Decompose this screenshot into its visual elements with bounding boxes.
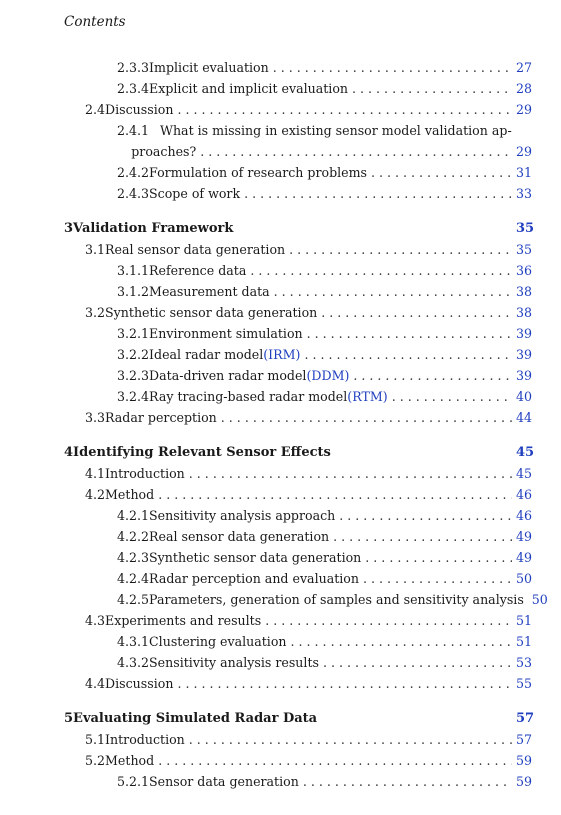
toc-entry-number: 4.1 xyxy=(85,466,106,481)
toc-entry-title: Data-driven radar model xyxy=(149,368,307,383)
toc-entry-abbreviation-link[interactable]: (RTM) xyxy=(347,389,388,404)
toc-entry[interactable] xyxy=(85,731,533,749)
toc-page-number-link[interactable]: 36 xyxy=(516,263,533,278)
toc-page-number-link[interactable]: 46 xyxy=(516,508,533,523)
toc-entry-title: Method xyxy=(105,753,155,768)
toc-entry-number: 2.4 xyxy=(85,102,106,117)
toc-entry-number: 3.2.1 xyxy=(117,326,150,341)
toc-entry[interactable] xyxy=(117,591,548,609)
toc-entry[interactable] xyxy=(117,367,533,385)
toc-entry-title: Sensitivity analysis results xyxy=(149,655,319,670)
toc-entry[interactable] xyxy=(85,675,533,693)
toc-entry-number: 5.2.1 xyxy=(117,774,150,789)
toc-page-number-link[interactable]: 59 xyxy=(516,753,533,768)
toc-page-number-link[interactable]: 38 xyxy=(516,305,533,320)
toc-page-number-link[interactable]: 55 xyxy=(516,676,533,691)
toc-entry[interactable] xyxy=(117,773,533,791)
toc-entry-number: 4 xyxy=(64,445,74,460)
toc-page-number-link[interactable]: 35 xyxy=(516,242,533,257)
dot-leader xyxy=(307,325,512,343)
toc-page-number-link[interactable]: 31 xyxy=(516,165,533,180)
toc-entry-title: Parameters, generation of samples and sensitivity analysis xyxy=(149,592,524,607)
dot-leader xyxy=(303,773,512,791)
toc-entry[interactable] xyxy=(117,325,533,343)
toc-entry[interactable] xyxy=(117,164,533,182)
toc-page-number-link[interactable]: 50 xyxy=(531,592,548,607)
toc-entry-title: Radar perception xyxy=(105,410,217,425)
dot-leader xyxy=(353,367,512,385)
toc-entry[interactable] xyxy=(117,262,533,280)
toc-page-number-link[interactable]: 40 xyxy=(516,389,533,404)
toc-page-number-link[interactable]: 53 xyxy=(516,655,533,670)
toc-entry[interactable] xyxy=(85,612,533,630)
dot-leader xyxy=(250,262,512,280)
toc-chapter-entry[interactable] xyxy=(64,710,535,728)
toc-entry-abbreviation-link[interactable]: (DDM) xyxy=(306,368,350,383)
toc-entry-number: 4.2.2 xyxy=(117,529,150,544)
toc-page-number-link[interactable]: 29 xyxy=(516,144,533,159)
dot-leader xyxy=(363,570,512,588)
toc-entry-title: proaches? xyxy=(131,144,197,159)
dot-leader xyxy=(304,346,512,364)
toc-entry-title: Sensor data generation xyxy=(149,774,299,789)
dot-leader xyxy=(371,164,512,182)
toc-entry-number: 3.1 xyxy=(85,242,106,257)
toc-entry-number: 2.4.3 xyxy=(117,186,150,201)
toc-entry-title: Introduction xyxy=(105,732,185,747)
toc-entry[interactable] xyxy=(117,346,533,364)
toc-page-number-link[interactable]: 44 xyxy=(516,410,533,425)
toc-entry-number: 5 xyxy=(64,711,74,726)
dot-leader xyxy=(221,409,512,427)
toc-page-number-link[interactable]: 35 xyxy=(516,221,535,236)
toc-entry[interactable] xyxy=(117,633,533,651)
toc-entry-title: Discussion xyxy=(105,102,174,117)
toc-entry-number: 3.1.1 xyxy=(117,263,150,278)
toc-entry[interactable] xyxy=(117,549,533,567)
toc-entry-number: 4.2.3 xyxy=(117,550,150,565)
toc-entry-number: 5.2 xyxy=(85,753,106,768)
dot-leader xyxy=(177,675,512,693)
toc-entry-number: 2.3.3 xyxy=(117,60,150,75)
toc-entry-title: Validation Framework xyxy=(73,221,234,236)
toc-entry-number: 5.1 xyxy=(85,732,106,747)
toc-entry[interactable] xyxy=(117,570,533,588)
toc-page-number-link[interactable]: 29 xyxy=(516,102,533,117)
dot-leader xyxy=(265,612,512,630)
toc-page-number-link[interactable]: 57 xyxy=(516,732,533,747)
toc-entry-number: 4.3 xyxy=(85,613,106,628)
toc-page-number-link[interactable]: 28 xyxy=(516,81,533,96)
toc-page-number-link[interactable]: 39 xyxy=(516,368,533,383)
toc-entry-title: Synthetic sensor data generation xyxy=(105,305,318,320)
toc-entry[interactable] xyxy=(117,59,533,77)
toc-page-number-link[interactable]: 50 xyxy=(516,571,533,586)
toc-entry-number: 3.2.3 xyxy=(117,368,150,383)
dot-leader xyxy=(365,549,512,567)
toc-page-number-link[interactable]: 33 xyxy=(516,186,533,201)
toc-entry-title: Measurement data xyxy=(149,284,270,299)
toc-page-number-link[interactable]: 51 xyxy=(516,634,533,649)
toc-entry-title: Environment simulation xyxy=(149,326,303,341)
dot-leader xyxy=(333,528,512,546)
dot-leader xyxy=(273,59,512,77)
toc-entry-title: Clustering evaluation xyxy=(149,634,287,649)
toc-page-number-link[interactable]: 39 xyxy=(516,347,533,362)
toc-entry[interactable] xyxy=(85,409,533,427)
toc-entry-title: Sensitivity analysis approach xyxy=(149,508,336,523)
toc-page-number-link[interactable]: 57 xyxy=(516,711,535,726)
toc-entry-number: 3 xyxy=(64,221,74,236)
dot-leader xyxy=(291,633,512,651)
dot-leader xyxy=(339,507,512,525)
toc-page-number-link[interactable]: 45 xyxy=(516,466,533,481)
toc-entry-title: Radar perception and evaluation xyxy=(149,571,359,586)
toc-page-number-link[interactable]: 49 xyxy=(516,550,533,565)
dot-leader xyxy=(321,304,512,322)
toc-entry-number: 4.3.2 xyxy=(117,655,150,670)
toc-entry[interactable] xyxy=(117,185,533,203)
toc-entry-number: 2.4.1 xyxy=(117,123,150,138)
dot-leader xyxy=(244,185,512,203)
dot-leader xyxy=(189,465,512,483)
toc-entry-number: 4.2.5 xyxy=(117,592,150,607)
toc-entry-number: 4.2 xyxy=(85,487,106,502)
toc-entry-title: Experiments and results xyxy=(105,613,262,628)
toc-entry[interactable] xyxy=(117,80,533,98)
toc-entry[interactable] xyxy=(85,486,533,504)
toc-entry[interactable] xyxy=(85,752,533,770)
toc-entry[interactable] xyxy=(117,528,533,546)
dot-leader xyxy=(289,241,512,259)
toc-entry-title: Implicit evaluation xyxy=(149,60,269,75)
dot-leader xyxy=(352,80,512,98)
toc-entry-number: 2.3.4 xyxy=(117,81,150,96)
toc-entry-number: 4.4 xyxy=(85,676,106,691)
toc-entry-title: Identifying Relevant Sensor Effects xyxy=(73,445,331,460)
toc-entry-title: Evaluating Simulated Radar Data xyxy=(73,711,318,726)
toc-entry[interactable] xyxy=(117,388,533,406)
dot-leader xyxy=(189,731,512,749)
toc-entry-number: 4.2.4 xyxy=(117,571,150,586)
dot-leader xyxy=(392,388,512,406)
toc-entry-number: 3.2.4 xyxy=(117,389,150,404)
toc-entry-number: 2.4.2 xyxy=(117,165,150,180)
toc-entry-number: 3.2.2 xyxy=(117,347,150,362)
toc-entry-title: Explicit and implicit evaluation xyxy=(149,81,349,96)
dot-leader xyxy=(158,752,512,770)
toc-entry[interactable] xyxy=(117,283,533,301)
toc-entry-title: Formulation of research problems xyxy=(149,165,368,180)
toc-page-number-link[interactable]: 27 xyxy=(516,60,533,75)
toc-chapter-entry[interactable] xyxy=(64,444,535,462)
toc-entry[interactable] xyxy=(85,465,533,483)
toc-entry[interactable] xyxy=(117,143,533,161)
toc-page-number-link[interactable]: 49 xyxy=(516,529,533,544)
toc-entry[interactable] xyxy=(117,122,530,140)
dot-leader xyxy=(274,283,512,301)
toc-entry-abbreviation-link[interactable]: (IRM) xyxy=(263,347,301,362)
toc-entry-title: Introduction xyxy=(105,466,185,481)
toc-page-number-link[interactable]: 51 xyxy=(516,613,533,628)
toc-entry-title: Real sensor data generation xyxy=(105,242,286,257)
dot-leader xyxy=(200,143,512,161)
toc-page-number-link[interactable]: 45 xyxy=(516,445,535,460)
toc-entry-title: What is missing in existing sensor model validation ap- xyxy=(160,123,512,138)
dot-leader xyxy=(177,101,512,119)
toc-page-number-link[interactable]: 39 xyxy=(516,326,533,341)
toc-entry-title: Reference data xyxy=(149,263,247,278)
toc-entry[interactable] xyxy=(85,304,533,322)
toc-chapter-entry[interactable] xyxy=(64,220,535,238)
toc-entry-number: 4.3.1 xyxy=(117,634,150,649)
dot-leader xyxy=(158,486,512,504)
toc-entry-number: 3.3 xyxy=(85,410,106,425)
toc-page-number-link[interactable]: 38 xyxy=(516,284,533,299)
toc-entry-title: Ray tracing-based radar model xyxy=(149,389,348,404)
toc-entry[interactable] xyxy=(117,507,533,525)
dot-leader xyxy=(323,654,512,672)
toc-entry-number: 3.2 xyxy=(85,305,106,320)
toc-entry-title: Scope of work xyxy=(149,186,241,201)
toc-page-number-link[interactable]: 59 xyxy=(516,774,533,789)
toc-entry-title: Discussion xyxy=(105,676,174,691)
toc-entry-title: Ideal radar model xyxy=(149,347,264,362)
toc-page-number-link[interactable]: 46 xyxy=(516,487,533,502)
toc-entry-title: Real sensor data generation xyxy=(149,529,330,544)
toc-entry[interactable] xyxy=(117,654,533,672)
toc-entry-title: Method xyxy=(105,487,155,502)
toc-entry-number: 4.2.1 xyxy=(117,508,150,523)
toc-entry-number: 3.1.2 xyxy=(117,284,150,299)
toc-entry[interactable] xyxy=(85,101,533,119)
toc-entry-title: Synthetic sensor data generation xyxy=(149,550,362,565)
toc-entry[interactable] xyxy=(85,241,533,259)
running-header: Contents xyxy=(64,14,126,30)
